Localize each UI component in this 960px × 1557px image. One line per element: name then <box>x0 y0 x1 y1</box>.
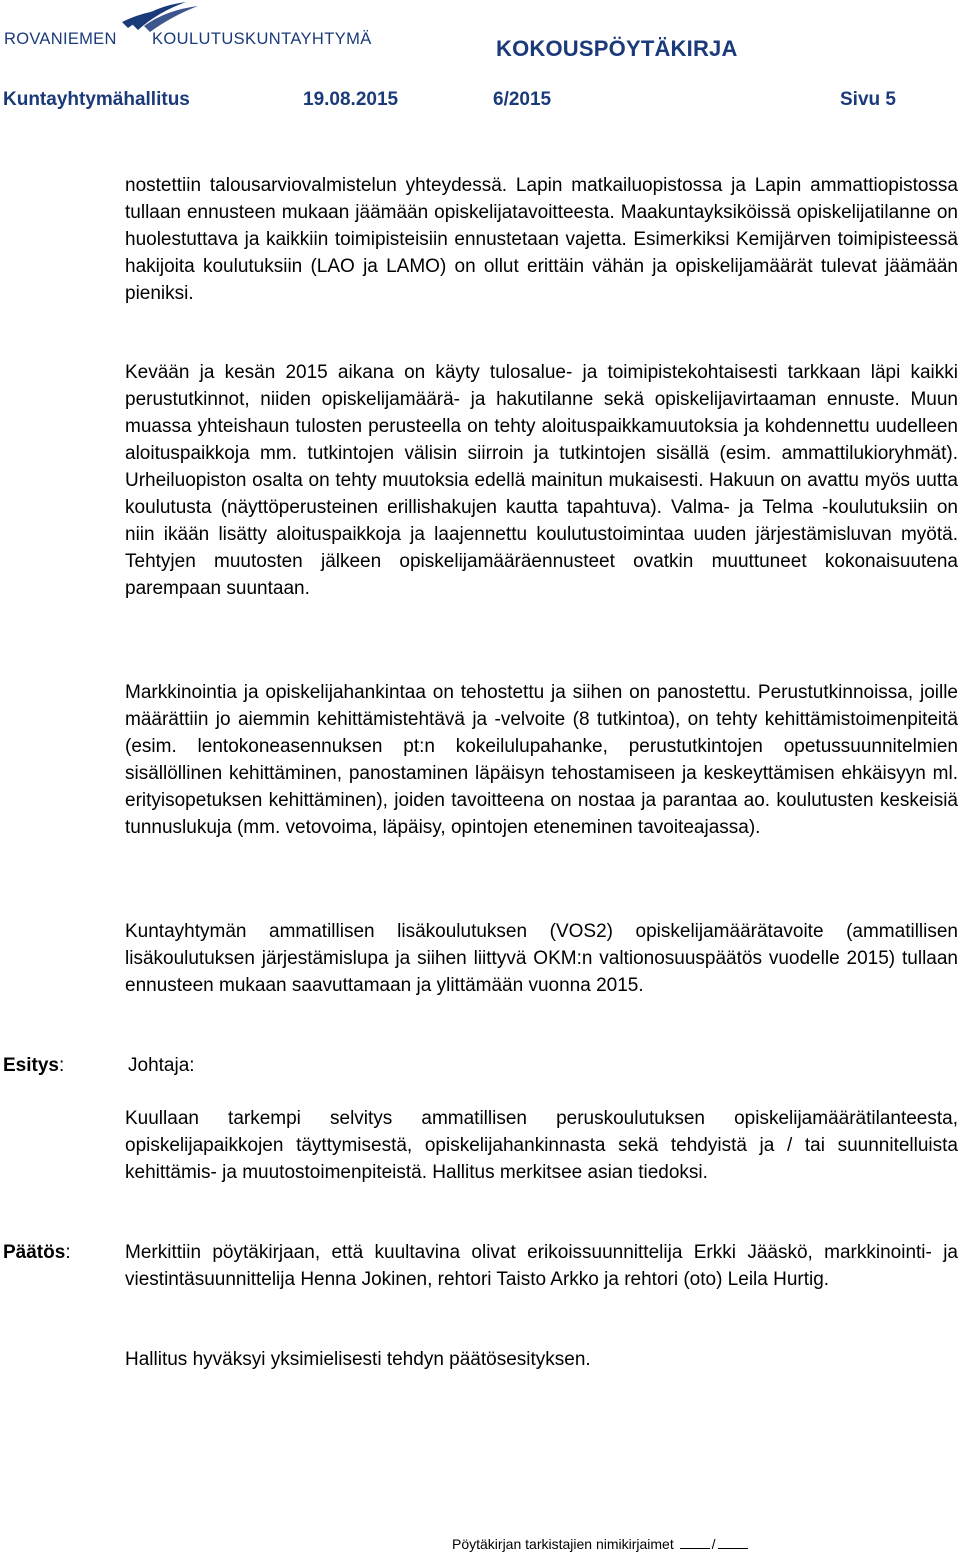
meeting-number: 6/2015 <box>493 89 552 110</box>
initials-blank-1 <box>680 1548 710 1549</box>
footer-initials-label: Pöytäkirjan tarkistajien nimikirjaimet <box>452 1536 674 1552</box>
paragraph-1: nostettiin talousarviovalmistelun yhteydessä. Lapin matkailuopistossa ja Lapin ammattiopistossa tullaan ennusteen mukaan jäämään opiskelijatavoitteesta. Maakuntayksiköissä opiskelijatilanne on huolestuttava ja kaikkiin toimipisteisiin ennustetaan vajetta. Esimerkiksi Kemijärven toimipisteessä hakijoita koulutuksiin (LAO ja LAMO) on ollut erittäin vähän ja opiskelijamäärät tulevat jäämään pieniksi. <box>125 175 958 304</box>
paatos-label: Päätös: <box>3 1242 71 1263</box>
logo-text-org: KOULUTUSKUNTAYHTYMÄ <box>152 30 372 48</box>
logo-swoosh-icon <box>114 0 204 34</box>
initials-separator: / <box>711 1536 716 1552</box>
initials-blank-2 <box>718 1548 748 1549</box>
paatos-text: Merkittiin pöytäkirjaan, että kuultavina olivat erikoissuunnittelija Erkki Jääskö, markkinointi- ja viestintäsuunnittelija Henna Jokinen, rehtori Taisto Arkko ja rehtori (oto) Leila Hurtig. <box>125 1242 958 1290</box>
esitys-text: Kuullaan tarkempi selvitys ammatillisen peruskoulutuksen opiskelijamäärätilanteesta, opiskelijapaikkojen täyttymisestä, opiskelijahankinnasta sekä tehdyistä ja / tai suunnitelluista kehittämis- ja muutostoimenpiteistä. Hallitus merkitsee asian tiedoksi. <box>125 1108 958 1183</box>
paragraph-2: Kevään ja kesän 2015 aikana on käyty tulosalue- ja toimipistekohtaisesti tarkkaan läpi kaikki perustutkinnot, niiden opiskelijamäärä- ja hakutilanne sekä opiskelijavirtaaman ennuste. Muun muassa yhteishaun tulosten perusteella on tehty aloituspaikkamuutoksia ja kohdennettu uudelleen aloituspaikkoja mm. tutkintojen välisin siirroin ja tutkintojen sisällä (esim. ammattilukioryhmät). Urheiluopiston osalta on tehty muutoksia edellä mainitun mukaisesti. Hakuun on avattu myös uutta koulutusta (näyttöperusteinen erillishakujen kautta tapahtuva). Valma- ja Telma -koulutuksiin on niin ikään lisätty aloituspaikkoja ja laajennettu koulutustoimintaa uuden järjestämisluvan myötä. Tehtyjen muutosten jälkeen opiskelijamääräennusteet ovatkin muuttuneet kokonaisuutena parempaan suuntaan. <box>125 362 958 599</box>
meeting-meta <box>0 89 960 113</box>
paatos-decision: Hallitus hyväksyi yksimielisesti tehdyn päätösesityksen. <box>125 1349 591 1370</box>
document-title: KOKOUSPÖYTÄKIRJA <box>496 36 738 61</box>
paragraph-3: Markkinointia ja opiskelijahankintaa on tehostettu ja siihen on panostettu. Perustutkinnoissa, joille määrättiin jo aiemmin kehittämistehtävä ja -velvoite (8 tutkintoa), on tehty kehittämistoimenpiteitä (esim. lentokoneasennuksen pt:n kokeilulupahanke, perustutkintojen opetussuunnitelmien sisällöllinen kehittäminen, panostaminen läpäisyn tehostamiseen ja keskeyttämisen ehkäisyyn ml. erityisopetuksen kehittäminen), joiden tavoitteena on nostaa ja parantaa ao. koulutusten keskeisiä tunnuslukuja (mm. vetovoima, läpäisy, opintojen eteneminen tavoiteajassa). <box>125 682 958 838</box>
logo-text-city: ROVANIEMEN <box>4 30 117 48</box>
meeting-body: Kuntayhtymähallitus <box>3 89 190 110</box>
organization-logo <box>4 0 372 58</box>
esitys-label: Esitys: <box>3 1055 65 1076</box>
page-footer <box>452 1536 750 1552</box>
paragraph-4: Kuntayhtymän ammatillisen lisäkoulutuksen (VOS2) opiskelijamäärätavoite (ammatillisen lisäkoulutuksen järjestämislupa ja siihen liittyvä OKM:n valtionosuuspäätös vuodelle 2015) tullaan ennusteen mukaan saavuttamaan ja ylittämään vuonna 2015. <box>125 921 958 996</box>
page-header <box>0 0 960 120</box>
page-number: Sivu 5 <box>840 89 896 110</box>
meeting-date: 19.08.2015 <box>303 89 399 110</box>
esitys-by: Johtaja: <box>128 1055 195 1076</box>
